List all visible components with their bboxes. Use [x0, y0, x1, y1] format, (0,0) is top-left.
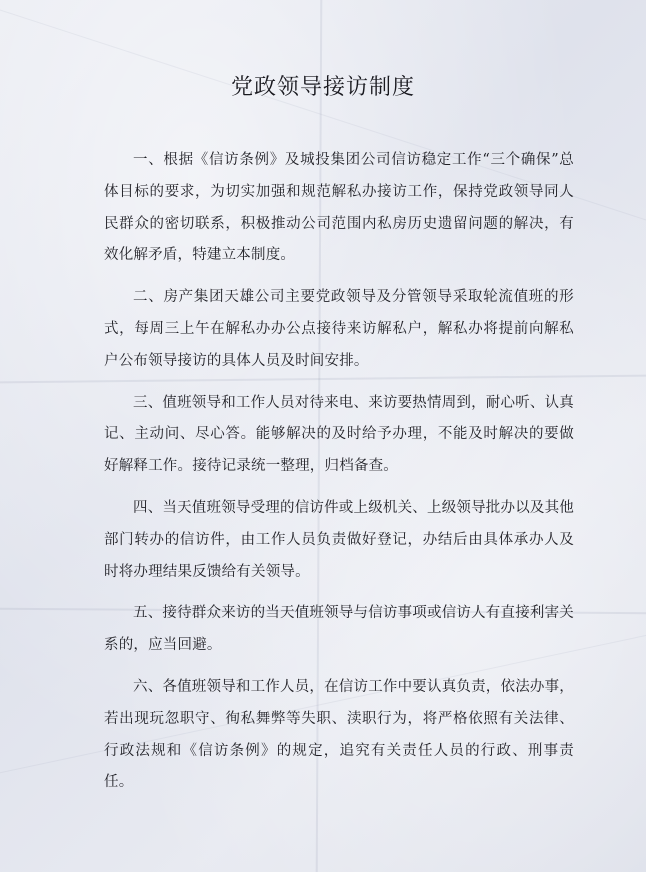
paragraph-3: 三、值班领导和工作人员对待来电、来访要热情周到，耐心听、认真记、主动问、尽心答。能够解决的及时给予办理，不能及时解决的要做好解释工作。接待记录统一整理，归档备查。	[104, 394, 574, 475]
paragraph-1: 一、根据《信访条例》及城投集团公司信访稳定工作“三个确保”总体目标的要求，为切实加强和规范解私办接访工作，保持党政领导同人民群众的密切联系，积极推动公司范围内私房历史遗留问题的解决，有效化解矛盾，特建立本制度。	[104, 152, 574, 264]
document-body	[104, 145, 574, 809]
paragraph-4: 四、当天值班领导受理的信访件或上级机关、上级领导批办以及其他部门转办的信访件，由工作人员负责做好登记，办结后由具体承办人及时将办理结果反馈给有关领导。	[104, 499, 574, 580]
document-title: 党政领导接访制度	[230, 75, 415, 100]
paragraph-5: 五、接待群众来访的当天值班领导与信访事项或信访人有直接利害关系的，应当回避。	[104, 605, 574, 654]
paragraph-6: 六、各值班领导和工作人员，在信访工作中要认真负责，依法办事，若出现玩忽职守、徇私舞弊等失职、渎职行为，将严格依照有关法律、行政法规和《信访条例》的规定，追究有关责任人员的行政、刑事责任。	[104, 678, 574, 791]
paragraph-2: 二、房产集团天雄公司主要党政领导及分管领导采取轮流值班的形式，每周三上午在解私办办公点接待来访解私户，解私办将提前向解私户公布领导接访的具体人员及时间安排。	[104, 289, 574, 369]
